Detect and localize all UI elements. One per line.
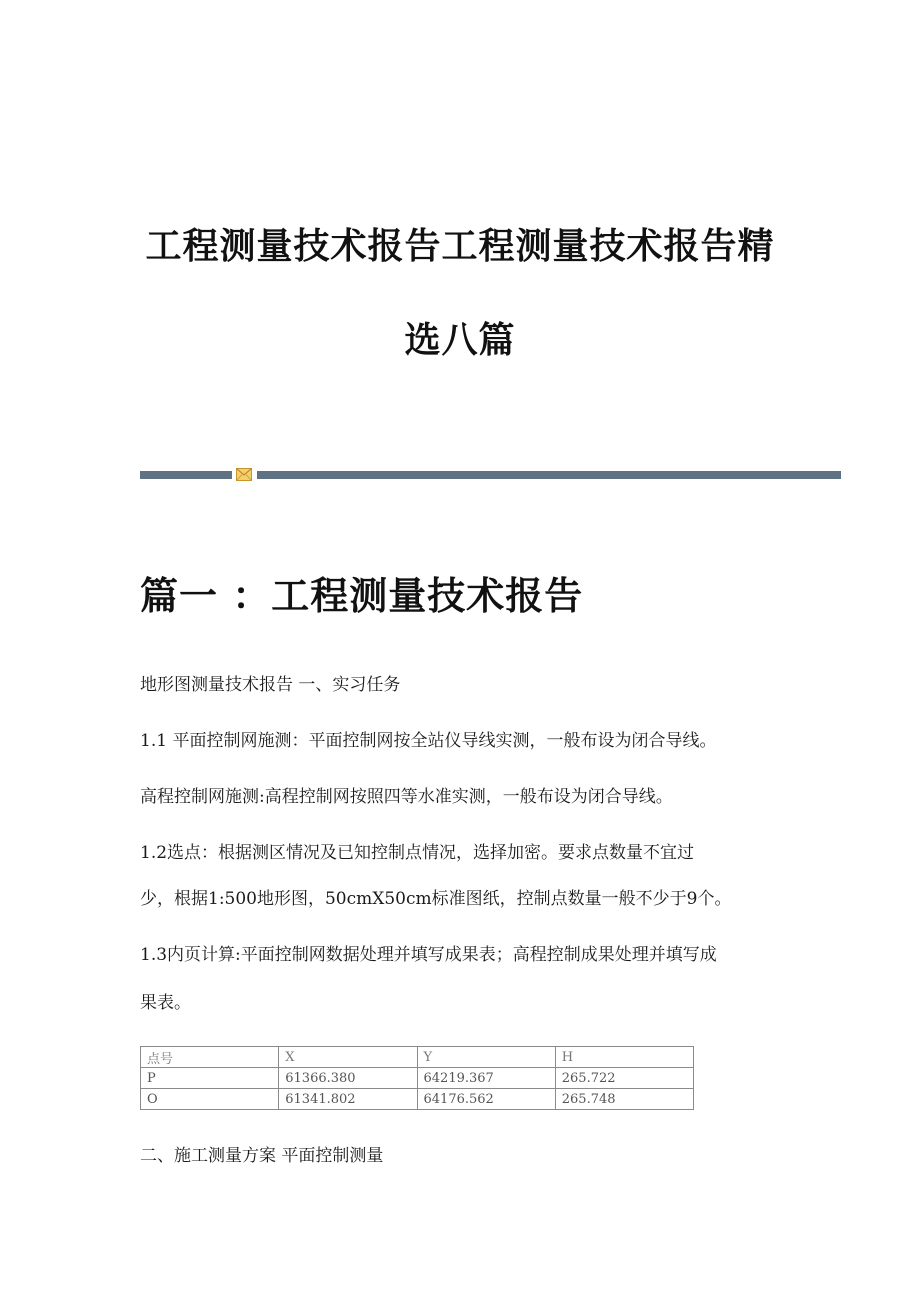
section-heading: 篇一 ：工程测量技术报告 bbox=[140, 574, 584, 618]
table-row bbox=[141, 1089, 694, 1110]
document-title-line-1: 工程测量技术报告工程测量技术报告精 bbox=[145, 226, 775, 267]
table-cell: 61341.802 bbox=[279, 1089, 417, 1110]
paragraph-after-table: 二、施工测量方案 平面控制测量 bbox=[140, 1146, 384, 1166]
survey-results-table bbox=[140, 1046, 694, 1110]
table-cell: 64176.562 bbox=[417, 1089, 555, 1110]
table-header-cell: X bbox=[279, 1047, 417, 1068]
paragraph-2: 1.1 平面控制网施测：平面控制网按全站仪导线实测，一般布设为闭合导线。 bbox=[140, 731, 717, 751]
decorative-divider bbox=[140, 471, 841, 479]
paragraph-1: 地形图测量技术报告 一、实习任务 bbox=[140, 675, 401, 695]
divider-bar-right bbox=[257, 471, 841, 479]
table-cell: 64219.367 bbox=[417, 1068, 555, 1089]
paragraph-5: 少，根据1:500地形图，50cmX50cm标准图纸，控制点数量一般不少于9个。 bbox=[140, 889, 732, 909]
table-cell: 265.722 bbox=[555, 1068, 693, 1089]
document-title-line-2: 选八篇 bbox=[404, 320, 516, 361]
paragraph-3: 高程控制网施测:高程控制网按照四等水准实测，一般布设为闭合导线。 bbox=[140, 787, 673, 807]
table-header-row bbox=[141, 1047, 694, 1068]
table-cell: O bbox=[141, 1089, 279, 1110]
table-header-cell: 点号 bbox=[141, 1047, 279, 1068]
paragraph-4: 1.2选点：根据测区情况及已知控制点情况，选择加密。要求点数量不宜过 bbox=[140, 843, 695, 863]
table-cell: 265.748 bbox=[555, 1089, 693, 1110]
divider-bar-left bbox=[140, 471, 232, 479]
table-cell: P bbox=[141, 1068, 279, 1089]
table-cell: 61366.380 bbox=[279, 1068, 417, 1089]
table-row bbox=[141, 1068, 694, 1089]
table-header-cell: Y bbox=[417, 1047, 555, 1068]
envelope-icon bbox=[236, 468, 252, 481]
table-header-cell: H bbox=[555, 1047, 693, 1068]
paragraph-7: 果表。 bbox=[140, 993, 191, 1013]
paragraph-6: 1.3内页计算:平面控制网数据处理并填写成果表；高程控制成果处理并填写成 bbox=[140, 945, 717, 965]
